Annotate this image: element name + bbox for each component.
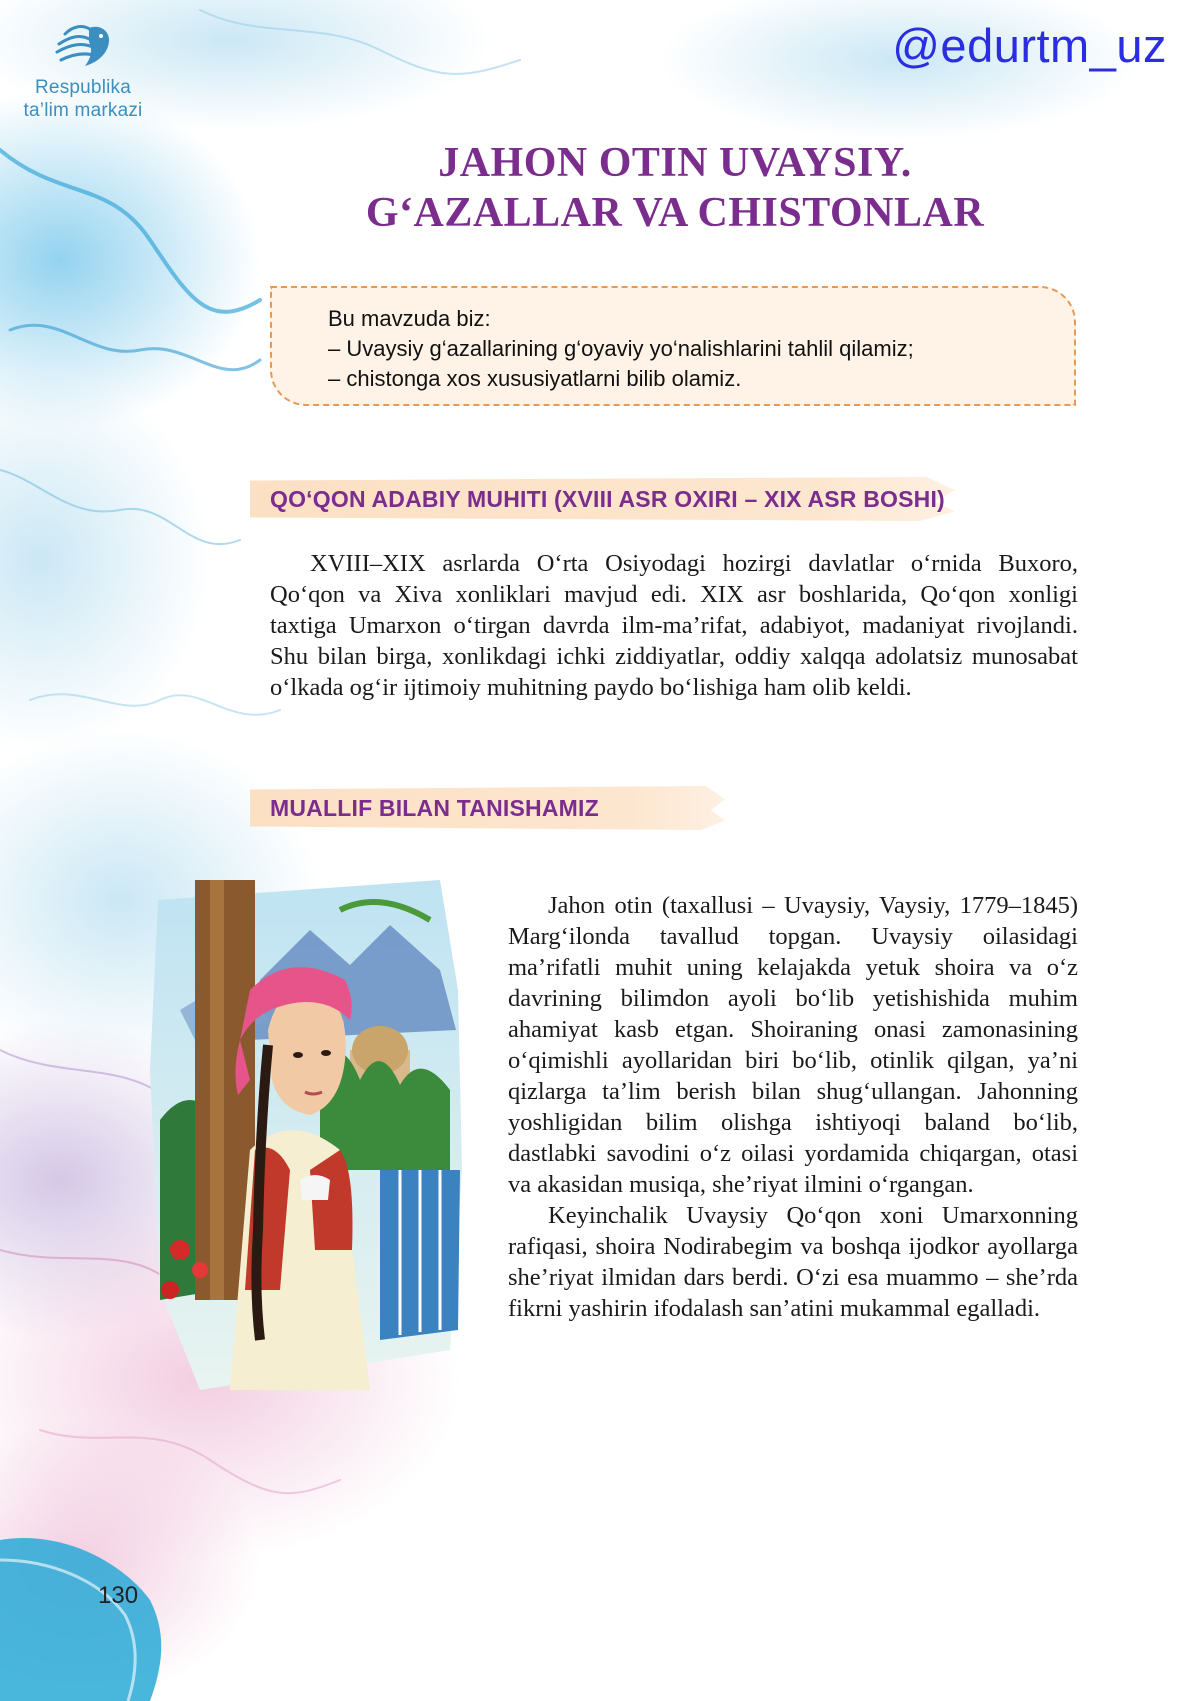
section-heading-author: MUALLIF BILAN TANISHAMIZ [270, 795, 599, 821]
goal-item: – Uvaysiy g‘azallarining g‘oyaviy yo‘nalishlarini tahlil qilamiz; [328, 336, 914, 361]
title-line2: G‘AZALLAR VA CHISTONLAR [365, 190, 985, 236]
paragraph: XVIII–XIX asrlarda O‘rta Osiyodagi hozirgi davlatlar o‘rnida Buxoro, Qo‘qon va Xiva xonliklari mavjud edi. XIX asr boshlarida, Qo‘qon xonligi taxtiga Umarxon o‘tirgan davrda ilm-ma’rifat, adabiyot, madaniyat rivojlandi. Shu bilan birga, xonlikdagi ichki ziddiyatlar, oddiy xalqqa adolatsiz munosabat o‘lkada og‘ir ijtimoiy muhitning paydo bo‘lishiga ham olib keldi. [270, 550, 1078, 701]
logo-text-line2: ta’lim markazi [23, 100, 143, 121]
logo-text-line1: Respublika [35, 77, 131, 98]
section1-body [270, 548, 1078, 703]
bird-logo-icon [51, 14, 115, 76]
goal-item: – chistonga xos xususiyatlarni bilib olamiz. [328, 366, 742, 391]
section2-body [508, 890, 1078, 1324]
section-heading-literary-environment: QO‘QON ADABIY MUHITI (XVIII ASR OXIRI – XIX ASR BOSHI) [270, 486, 945, 512]
paragraph: Keyinchalik Uvaysiy Qo‘qon xoni Umarxonning rafiqasi, shoira Nodirabegim va boshqa ijodkor ayollarga she’riyat ilmidan dars berdi. O‘zi esa muammo – she’rda fikrni yashirin ifodalash san’atini mukammal egalladi. [508, 1202, 1078, 1322]
paragraph: Jahon otin (taxallusi – Uvaysiy, Vaysiy, 1779–1845) Marg‘ilonda tavallud topgan. Uvaysiy oilasidagi ma’rifatli muhit uning kelajakda yetuk shoira va o‘z davrining bilimdon ayoli bo‘lib yetishishida muhim ahamiyat kasb etgan. Shoiraning onasi zamonasining o‘qimishli ayollaridan biri bo‘lib, otinlik qilgan, ya’ni qizlarga ta’lim berish bilan shug‘ullangan. Jahonning yoshligidan bilim olishga ishtiyoqi baland bo‘lib, dastlabki savodini o‘z oilasi yordamida chiqargan, otasi va akasidan musiqa, she’riyat ilmini o‘rgangan. [508, 892, 1078, 1198]
page-number: 130 [98, 1582, 139, 1609]
lesson-goals-box [270, 286, 1076, 406]
portrait-illustration [140, 870, 470, 1395]
publisher-logo [8, 14, 158, 122]
goals-heading: Bu mavzuda biz: [328, 306, 491, 331]
title-line1: JAHON OTIN UVAYSIY. [438, 140, 912, 186]
page-title [300, 138, 1050, 238]
channel-handle: @edurtm_uz [892, 19, 1167, 72]
